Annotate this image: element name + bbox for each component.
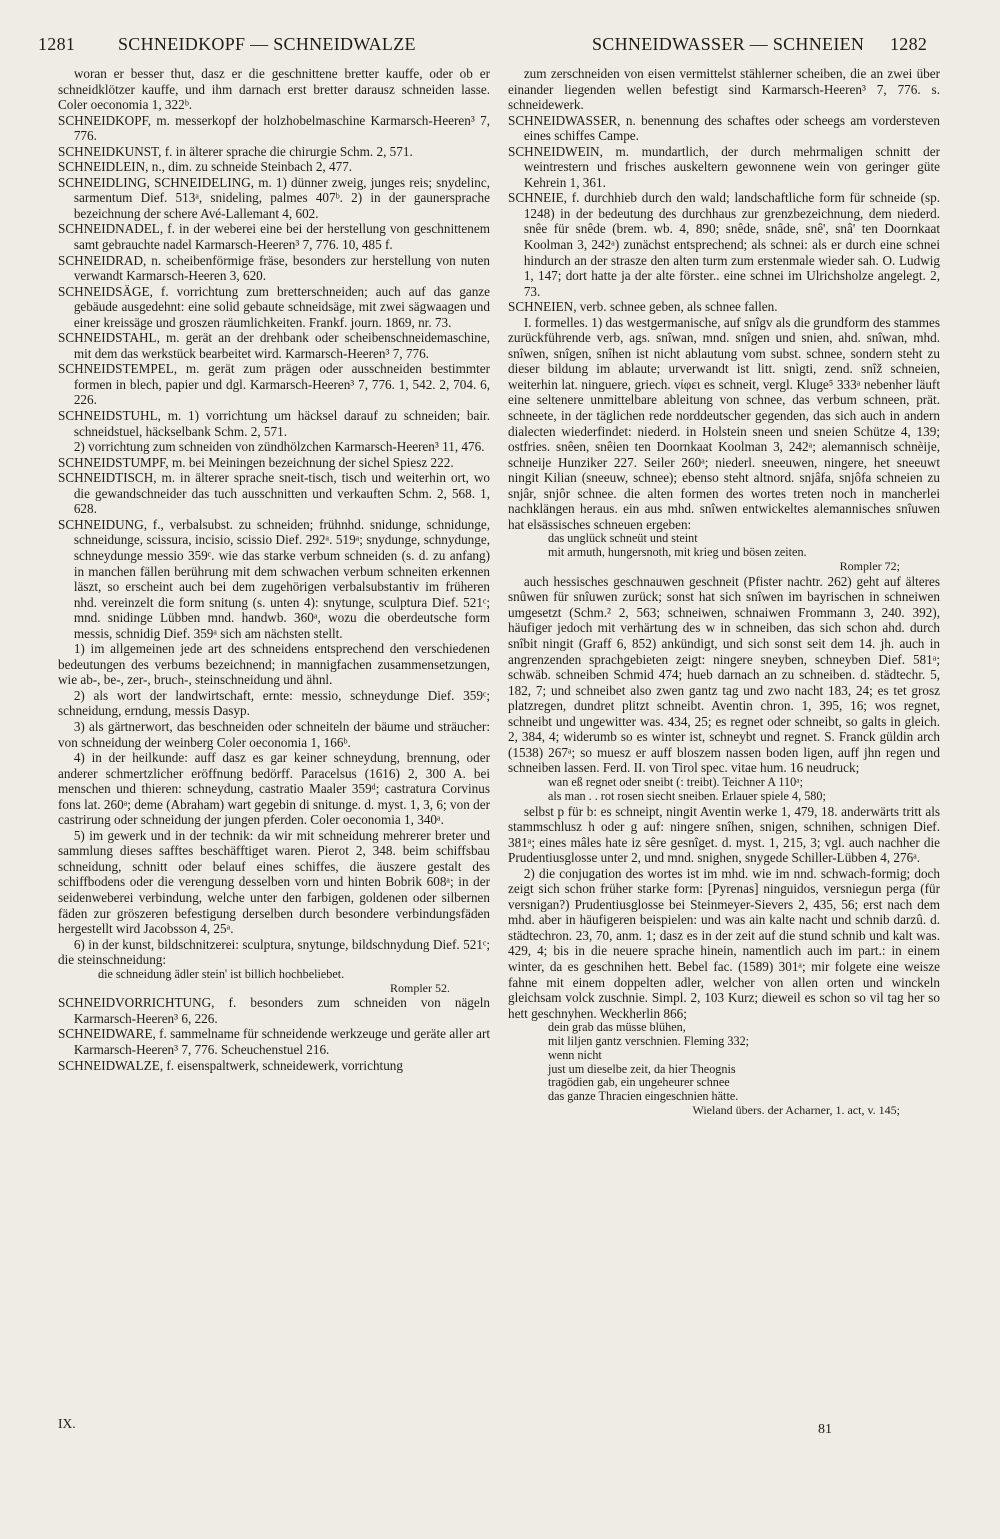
dictionary-entry: SCHNEIE, f. durchhieb durch den wald; landschaftliche form für schneide (sp. 1248) in der bedeutung des durchhaus zur grenzbezeichnung, dem niederd. snêe für snêde (brem. wb. 4, 890; snêde, snâde, snê', snâ' ten Doornkaat Koolman 3, 242ᵃ) zunächst entsprechend; als schnei: als er durch eine schnei hindurch an der strasze den alten turm zum erstenmale wieder sah. O. Ludwig 1, 147; dort hatte ja der alte förster.. eine schnei im Ulrichsholze angelegt. 2, 73. [508, 190, 940, 299]
printer-signature: 81 [818, 1422, 832, 1437]
dictionary-entry: SCHNEIDSÄGE, f. vorrichtung zum bretterschneiden; auch auf das ganze gebäude ausgedehnt: eine solid gebaute schneidsäge, mit zwei sägwaagen und einer kreissäge und groszen räumlichkeiten. Frankf. journ. 1869, nr. 73. [58, 283, 490, 330]
entry-paragraph: selbst p für b: es schneipt, ningit Aventin werke 1, 479, 18. anderwärts tritt als stammschlusz h oder g auf: ningere snîhen, snigen, schnihen, schnigen Dief. 381ᵃ; eines mâles hate iz sêre gesnîget. d. myst. 1, 215, 3; vgl. auch nachher die Prudentiusglosse unter 2, und mnd. snighen, snygede Schiller-Lübben 4, 276ᵃ. [508, 803, 940, 866]
dictionary-entry: SCHNEIDUNG, f., verbalsubst. zu schneiden; frühnhd. snidunge, schnidunge, schneidunge, scissura, incisio, scissio Dief. 292ᵃ. 519ᵃ; snydunge, schnydunge, schneydunge messio 359ᶜ. wie das starke verbum schneiden (s. d. zu anfang) in manchen fällen berührung mit dem schwachen verbum schneiten erkennen läszt, so erscheint auch bei dem zugehörigen verbalsubstantiv im früheren nhd. vereinzelt die form snitung (s. unten 4): snytunge, sculptura Dief. 521ᶜ; mnd. snidinge Lübben mnd. handwb. 360ᵃ, wozu die oberdeutsche form messis, schnidig Dief. 359ᵃ sich am nächsten stellt. [58, 516, 490, 641]
dictionary-entry: SCHNEIDTISCH, m. in älterer sprache sneit-tisch, tisch und weiterhin ort, wo die gewandschneider das tuch ausschnitten und verkauften Schm. 2, 568. 1, 628. [58, 470, 490, 517]
verse-quote: mit liljen gantz verschnien. Fleming 332; [548, 1033, 750, 1048]
dictionary-entry: SCHNEIDNADEL, f. in der weberei eine bei der herstellung von geschnittenem samt gebrauchte nadel Karmarsch-Heeren³ 7, 776. 10, 485 f. [58, 221, 490, 253]
dictionary-entry: SCHNEIDWEIN, m. mundartlich, der durch mehrmaligen schnitt der weintrestern und frisches auskeltern gewonnene wein von geringer güte Kehrein 1, 361. [508, 143, 940, 190]
entry-paragraph: 5) im gewerk und in der technik: da wir mit schneidung mehrerer breter und sammlung dieses safftes beschäfftiget waren. Pierot 2, 348. beim schiffsbau schneidung, schnitt oder belauf eines schiffes, die äuszere gestalt des schiffbodens oder die verengung desselben vorn und hinten Bobrik 608ᵃ; in der seidenweberei verbindung, welche unter den farbigen, goldenen oder silbernen fäden zur gröszeren befestigung derselben durch besondere verbindungsfäden hergestellt wird Jacobsson 4, 25ᵃ. [58, 827, 490, 937]
entry-paragraph: woran er besser thut, dasz er die geschnittene bretter kauffe, oder ob er schneidklötzer kauffe, und ihm darnach erst bretter darausz schneiden lasse. Coler oeconomia 1, 322ᵇ. [58, 66, 490, 113]
dictionary-entry: SCHNEIDWASSER, n. benennung des schaftes oder scheegs am vordersteven eines schiffes Campe. [508, 112, 940, 144]
dictionary-entry: SCHNEIDKUNST, f. in älterer sprache die chirurgie Schm. 2, 571. [58, 143, 413, 159]
dictionary-entry: SCHNEIDSTAHL, m. gerät an der drehbank oder scheibenschneidemaschine, mit dem das werkstück bearbeitet wird. Karmarsch-Heeren³ 7, 776. [58, 330, 490, 361]
entry-paragraph: 2) vorrichtung zum schneiden von zündhölzchen Karmarsch-Heeren³ 11, 476. [73, 439, 485, 455]
dictionary-entry: SCHNEIDVORRICHTUNG, f. besonders zum schneiden von nägeln Karmarsch-Heeren³ 6, 226. [58, 995, 490, 1026]
dictionary-entry: SCHNEIDSTEMPEL, m. gerät zum prägen oder ausschneiden bestimmter formen in blech, papier und dgl. Karmarsch-Heeren³ 7, 776. 1, 542. 2, 704. 6, 226. [58, 361, 490, 408]
entry-paragraph: 6) in der kunst, bildschnitzerei: sculptura, snytunge, bildschnydung Dief. 521ᶜ; die steinschneidung: [58, 936, 490, 968]
right-column [508, 66, 940, 1118]
verse-quote: wan eß regnet oder sneibt (: treibt). Teichner A 110ᵃ; [548, 774, 803, 789]
entry-paragraph: auch hessisches geschnauwen geschneit (Pfister nachtr. 262) geht auf älteres snûwen für snîuwen zurück; sonst hat sich snîwen im bayrischen in schneiwen umgesetzt (Schm.² 2, 563; schneiwen, schnaiwen Frommann 3, 240. 392), häufiger jedoch mit verhärtung des w in schneiben, das sich schon ahd. durch snîbit ningit (Graff 6, 852) ankündigt, und sich sonst seit dem 14. jh. auch in angrenzenden sprachgebieten zeigt: ningere sneyben, schneyben Dief. 581ᵃ; schwäb. schneiben Schmid 474; hueb darnach an zu schneiben. d. städtechr. 5, 182, 7; und schneibet also zwen gantz tag und zwo nacht 183, 24; es tet grosz platzregen, dundret plitzt schneibt. Aventin chron. 1, 395, 16; wos regnet, schneibt und ungewitter was. 434, 25; es regnet oder schneibt, so galts in gleich. 2, 384, 4; widerumb so es winter ist, schneybt und regnet. S. Franck güldin arch (1538) 267ᵃ; so muesz er auff bloszem nassen boden ligen, auff jhn regen und schneiben lassen. Ferd. II. von Tirol spec. vitae hum. 16 neudruck; [508, 573, 940, 776]
dictionary-entry: SCHNEIDSTUMPF, m. bei Meiningen bezeichnung der sichel Spiesz 222. [58, 454, 454, 470]
verse-quote: dein grab das müsse blühen, [548, 1020, 686, 1035]
dictionary-entry: SCHNEIDKOPF, m. messerkopf der holzhobelmaschine Karmarsch-Heeren³ 7, 776. [58, 112, 490, 144]
quote-source: Rompler 52. [390, 980, 450, 995]
left-column [58, 66, 490, 1073]
verse-quote: das unglück schneüt und steint [548, 531, 698, 546]
entry-paragraph: 4) in der heilkunde: auff dasz es gar keiner schneydung, brennung, oder anderer schmertzlicher eröffnung bedörff. Paracelsus (1616) 2, 300 A. bei menschen und thieren: schneydung, castratio Maaler 359ᵈ; castratura Corvinus fons lat. 260ᵃ; deme (Abraham) wart gegebin di snitunge. d. myst. 1, 3, 6; von der castrirung oder schneidung der jungen pferden. Coler oeconomia 1, 340ᵃ. [58, 750, 490, 828]
entry-paragraph: 2) als wort der landwirtschaft, ernte: messio, schneydunge Dief. 359ᶜ; schneidung, erndung, messis Dasyp. [58, 687, 490, 719]
dictionary-entry: SCHNEIDWALZE, f. eisenspaltwerk, schneidewerk, vorrichtung [58, 1057, 403, 1073]
verse-quote: das ganze Thracien eingeschnien hätte. [548, 1089, 739, 1104]
entry-paragraph: I. formelles. 1) das westgermanische, auf snîgv als die grundform des stammes zurückführende verb, ags. snîwan, mnd. snîgen und snien, ahd. snîwan, mhd. snîwen, snîgen, snîhen ist nicht ablautung vom subst. schnee, sondern steht zu dieser bildung im ablaute; urverwandt ist litt. snìgti, zend. snîž schneien, weiterhin lat. ninguere, griech. νίφει es schneit, vergl. Kluge⁵ 333ᵃ nebenher läuft eine seltenere unmittelbare ableitung von schnee, das verbum schneen, prät. schneete, in der täglichen rede norddeutscher gegenden, das sich auch in andern dialecten wiederfindet: niederd. in Holstein sneen und sneien Schütze 4, 139; ostfries. snêen, snêien ten Doornkaat Koolman 3, 242ᵃ; alemannisch schnèije, schneije Hunziker 227. Seiler 260ᵃ; niederl. sneeuwen, ningere, het sneeuwt ningit Kilian (sneeuw, schnee); ebenso steht altnord. snjâfa, snjôfa schneien zu snjâr, snjôr schnee. die alten formen des wortes treten noch in mancherlei nachklängen heraus. ein aus mhd. snîwen entwickeltes alemannisches snîuwen hat elsässisches schneuen ergeben: [508, 314, 940, 532]
entry-paragraph: zum zerschneiden von eisen vermittelst stählerner scheiben, die an zwei über einander liegenden wellen befestigt sind Karmarsch-Heeren³ 7, 776. s. schneidewerk. [508, 66, 940, 113]
dictionary-entry: SCHNEIDWARE, f. sammelname für schneidende werkzeuge und geräte aller art Karmarsch-Heeren³ 7, 776. Scheuchenstuel 216. [58, 1026, 490, 1057]
entry-paragraph: 1) im allgemeinen jede art des schneidens entsprechend den verschiedenen bedeutungen des verbums bezeichnend; in mannigfachen zusammensetzungen, wie ab-, be-, zer-, bruch-, steinschneidung und ähnl. [58, 641, 490, 688]
dictionary-entry: SCHNEIDLEIN, n., dim. zu schneide Steinbach 2, 477. [58, 159, 353, 175]
quote-source: Wieland übers. der Acharner, 1. act, v. 145; [692, 1102, 900, 1117]
verse-quote: just um dieselbe zeit, da hier Theognis [548, 1061, 736, 1076]
page-header [0, 34, 1000, 58]
entry-paragraph: 2) die conjugation des wortes ist im mhd. wie im nnd. schwach-formig; doch zeigt sich schon früher starke form: [Pyrenas] ninguidos, versniegun perga (für versnigan?) Prudentiusglosse bei Steinmeyer-Sievers 2, 435, 56; erst nach dem mhd. aber in häufigeren beispielen: und was ain kalte nacht und schnib darzû. d. städtechron. 23, 70, anm. 1; dasz es in der zeit auf die stund schnib und kalt was. 429, 4; bis in die neuere sprache hinein, namentlich auch im part.: in einem winter, da es geschnihen hett. Bebel fac. (1589) 301ᵃ; mir folgete eine weisze fahne mit einem doppelten adler, welcher von allen orten und winckeln gleichsam volck zuschnie. Simpl. 2, 103 Kurz; dieweil es schon so vil tag her so hett geschnyhen. Weckherlin 866; [508, 865, 940, 1021]
right-running-title: SCHNEIDWASSER — SCHNEIEN [592, 34, 865, 54]
verse-quote: die schneidung ädler stein' ist billich hochbeliebet. [98, 966, 345, 981]
left-running-title: SCHNEIDKOPF — SCHNEIDWALZE [118, 34, 416, 54]
quote-source: Rompler 72; [839, 559, 900, 573]
left-page-number: 1281 [38, 34, 76, 54]
verse-quote: wenn nicht [548, 1047, 602, 1062]
right-page-number: 1282 [890, 34, 928, 54]
dictionary-entry: SCHNEIDLING, SCHNEIDELING, m. 1) dünner zweig, junges reis; snydelinc, sarmentum Dief. 513ᵃ, snideling, palmes 407ᵇ. 2) in der gaunersprache bezeichnung der schere Avé-Lallemant 4, 602. [58, 174, 490, 221]
entry-paragraph: 3) als gärtnerwort, das beschneiden oder schneiteln der bäume und sträucher: von schneidung der weinberg Coler oeconomia 1, 166ᵇ. [58, 718, 490, 750]
dictionary-entry: SCHNEIEN, verb. schnee geben, als schnee fallen. [508, 299, 778, 315]
verse-quote: mit armuth, hungersnoth, mit krieg und bösen zeiten. [548, 545, 807, 560]
volume-number: IX. [58, 1416, 76, 1431]
dictionary-entry: SCHNEIDSTUHL, m. 1) vorrichtung um häcksel darauf zu schneiden; bair. schneidstuel, häckselbank Schm. 2, 571. [58, 408, 490, 439]
verse-quote: als man . . rot rosen siecht sneiben. Erlauer spiele 4, 580; [548, 788, 826, 803]
verse-quote: tragödien gab, ein ungeheurer schnee [548, 1075, 730, 1090]
dictionary-entry: SCHNEIDRAD, n. scheibenförmige fräse, besonders zur herstellung von nuten verwandt Karmarsch-Heeren 3, 620. [58, 252, 490, 284]
